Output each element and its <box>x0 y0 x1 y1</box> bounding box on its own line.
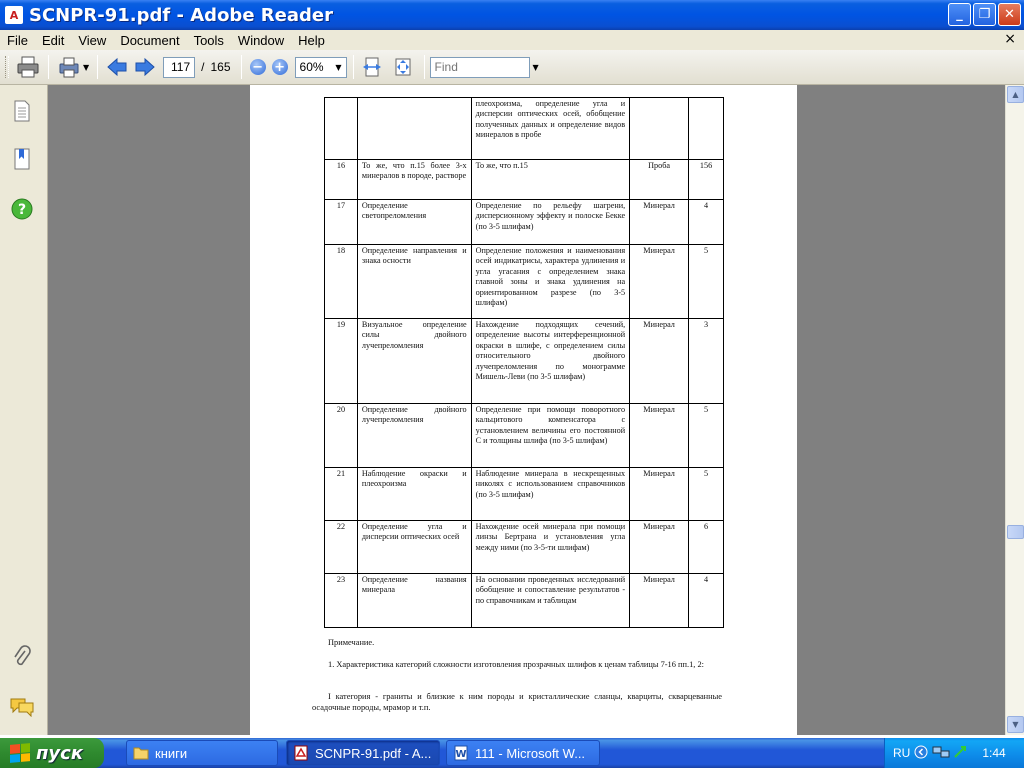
value-cell: 5 <box>689 404 724 468</box>
comments-panel-button[interactable] <box>10 695 34 719</box>
work-name-cell: Определение названия минерала <box>357 574 471 628</box>
print-button[interactable] <box>16 54 40 80</box>
taskbar-item-label: книги <box>155 745 188 761</box>
find-dropdown-icon[interactable]: ▼ <box>532 62 539 72</box>
work-name-cell: Наблюдение окраски и плеохроизма <box>357 468 471 521</box>
method-cell: Определение по рельефу шагрени, дисперсионному эффекту и полоске Бекке (по 3-5 шлифам) <box>471 200 630 245</box>
svg-text:?: ? <box>17 202 27 218</box>
zoom-out-button[interactable] <box>250 54 266 80</box>
row-number-cell: 22 <box>325 521 358 574</box>
row-number-cell <box>325 98 358 160</box>
row-number-cell: 21 <box>325 468 358 521</box>
scroll-thumb[interactable] <box>1007 525 1024 539</box>
method-cell: То же, что п.15 <box>471 160 630 200</box>
value-cell: 156 <box>689 160 724 200</box>
method-cell: Нахождение подходящих сечений, определение высоты интерференционной окраски в шлифе, с определением силы относительного двойного лучепреломления по монограмме Мишель-Леви (по 3-5 шлифам) <box>471 319 630 404</box>
scroll-down-button[interactable]: ▼ <box>1007 716 1024 733</box>
taskbar-item-label: 111 - Microsoft W... <box>475 745 586 761</box>
method-cell: Наблюдение минерала в нескрещенных николях с использованием справочников (по 3-5 шлифам) <box>471 468 630 521</box>
toolbar-separator <box>424 55 425 79</box>
menu-file[interactable]: File <box>7 32 28 48</box>
menu-document[interactable]: Document <box>120 32 180 48</box>
comments-icon <box>10 697 34 717</box>
value-cell: 3 <box>689 319 724 404</box>
menu-edit[interactable]: Edit <box>41 32 65 48</box>
work-name-cell: То же, что п.15 более 3-х минералов в породе, растворе <box>357 160 471 200</box>
minimize-button[interactable]: _ <box>948 3 971 26</box>
taskbar-item-label: SCNPR-91.pdf - A... <box>315 745 432 761</box>
zoom-out-icon: − <box>250 59 266 75</box>
unit-cell: Минерал <box>630 468 689 521</box>
work-name-cell: Определение угла и дисперсии оптических осей <box>357 521 471 574</box>
title-bar[interactable] <box>0 0 1024 30</box>
scroll-up-button[interactable]: ▲ <box>1007 86 1024 103</box>
system-tray <box>884 738 1024 768</box>
table-row <box>325 160 724 200</box>
table-row <box>325 404 724 468</box>
toolbar-separator <box>241 55 242 79</box>
network-icon[interactable] <box>932 744 950 763</box>
table-row <box>325 574 724 628</box>
menu-help[interactable]: Help <box>298 32 325 48</box>
arrow-left-icon <box>106 57 128 77</box>
fit-width-icon <box>362 57 382 77</box>
print-icon <box>16 56 40 78</box>
unit-cell: Минерал <box>630 404 689 468</box>
fit-width-button[interactable] <box>362 54 382 80</box>
unit-cell <box>630 98 689 160</box>
value-cell: 5 <box>689 468 724 521</box>
start-button[interactable] <box>0 738 104 768</box>
menu-tools[interactable]: Tools <box>193 32 224 48</box>
close-button[interactable]: ✕ <box>998 3 1021 26</box>
value-cell <box>689 98 724 160</box>
toolbar-grip[interactable] <box>5 56 9 78</box>
vertical-scrollbar[interactable] <box>1005 85 1024 735</box>
page-separator: / <box>201 60 205 74</box>
work-name-cell: Визуальное определение силы двойного лучепреломления <box>357 319 471 404</box>
safely-remove-icon[interactable] <box>952 744 968 763</box>
method-cell: На основании проведенных исследований обобщение и сопоставление результатов - по справочникам и таблицам <box>471 574 630 628</box>
fit-page-icon <box>393 57 413 77</box>
bookmarks-panel-button[interactable] <box>10 147 34 171</box>
adobe-reader-app-icon[interactable]: A <box>5 6 23 24</box>
word-document-icon <box>453 745 469 761</box>
menu-bar <box>0 30 1024 50</box>
review-dropdown-icon[interactable]: ▼ <box>83 62 90 72</box>
table-row <box>325 200 724 245</box>
language-indicator[interactable]: RU <box>893 746 911 760</box>
work-name-cell: Определение направления и знака осности <box>357 245 471 319</box>
row-number-cell: 19 <box>325 319 358 404</box>
menu-view[interactable]: View <box>78 32 107 48</box>
attachments-panel-button[interactable] <box>10 645 34 669</box>
row-number-cell: 23 <box>325 574 358 628</box>
table-row <box>325 521 724 574</box>
method-cell: Нахождение осей минерала при помощи линзы Бертрана и установления угла между ними (по 3-5-ти шлифам) <box>471 521 630 574</box>
tray-expand-icon[interactable] <box>914 745 928 762</box>
paperclip-icon <box>12 645 32 669</box>
specification-table <box>324 97 724 628</box>
pages-panel-button[interactable] <box>10 99 34 123</box>
review-button[interactable] <box>57 54 89 80</box>
zoom-in-icon: + <box>272 59 288 75</box>
row-number-cell: 17 <box>325 200 358 245</box>
folder-icon <box>133 745 149 761</box>
pdf-page <box>250 85 797 735</box>
unit-cell: Проба <box>630 160 689 200</box>
window-title: SCNPR-91.pdf - Adobe Reader <box>29 4 333 26</box>
unit-cell: Минерал <box>630 574 689 628</box>
menu-window[interactable]: Window <box>237 32 285 48</box>
clock[interactable]: 1:44 <box>982 746 1006 760</box>
value-cell: 4 <box>689 574 724 628</box>
note-paragraph-2: I категория - граниты и близкие к ним породы и кристаллические сланцы, кварциты, скварцеванные осадочные породы, мрамор и т.п. <box>312 692 722 712</box>
work-name-cell: Определение светопреломления <box>357 200 471 245</box>
row-number-cell: 18 <box>325 245 358 319</box>
navigation-pane <box>0 85 48 735</box>
table-row <box>325 468 724 521</box>
pages-icon <box>12 99 32 123</box>
page-number-input[interactable]: 117 <box>163 57 195 78</box>
note-paragraph-1: 1. Характеристика категорий сложности изготовления прозрачных шлифов к ценам таблицы 7-16 пп.1, 2: <box>328 660 704 669</box>
review-comment-icon <box>57 56 81 78</box>
table-row <box>325 319 724 404</box>
toolbar <box>0 50 1024 85</box>
zoom-dropdown-icon[interactable]: ▼ <box>335 62 342 72</box>
toolbar-separator <box>97 55 98 79</box>
bookmarks-icon <box>12 147 32 171</box>
windows-logo-icon <box>10 743 30 763</box>
row-number-cell: 16 <box>325 160 358 200</box>
zoom-in-button[interactable] <box>272 54 288 80</box>
find-input[interactable] <box>430 57 530 78</box>
value-cell: 6 <box>689 521 724 574</box>
arrow-right-icon <box>134 57 156 77</box>
taskbar-item-word[interactable] <box>446 740 600 766</box>
taskbar <box>0 738 1024 768</box>
document-view[interactable] <box>48 85 1005 735</box>
svg-text:W: W <box>455 749 467 760</box>
value-cell: 5 <box>689 245 724 319</box>
zoom-select[interactable] <box>295 57 347 78</box>
unit-cell: Минерал <box>630 200 689 245</box>
taskbar-item-adobe-reader[interactable] <box>286 740 440 766</box>
fit-page-button[interactable] <box>393 54 413 80</box>
work-name-cell: Определение двойного лучепреломления <box>357 404 471 468</box>
zoom-value: 60% <box>299 60 324 74</box>
start-label: пуск <box>36 742 84 764</box>
row-number-cell: 20 <box>325 404 358 468</box>
work-name-cell <box>357 98 471 160</box>
next-page-button[interactable] <box>134 54 156 80</box>
method-cell: Определение положения и наименования осей индикатрисы, характера удлинения и угла угасания с определением знака главной зоны и знака удлинения на ориентированном разрезе (по 3-5 шлифам) <box>471 245 630 319</box>
total-pages: 165 <box>210 60 231 74</box>
unit-cell: Минерал <box>630 245 689 319</box>
document-close-icon[interactable]: × <box>1004 31 1016 47</box>
pdf-file-icon <box>293 745 309 761</box>
unit-cell: Минерал <box>630 521 689 574</box>
method-cell: Определение при помощи поворотного кальцитового компенсатора с установлением величины его постоянной C и толщины шлифа (по 3-5 шлифам) <box>471 404 630 468</box>
note-heading: Примечание. <box>328 638 375 647</box>
taskbar-item-folder[interactable] <box>126 740 278 766</box>
toolbar-separator <box>353 55 354 79</box>
table-row <box>325 98 724 160</box>
help-icon <box>11 198 33 220</box>
table-row <box>325 245 724 319</box>
maximize-button[interactable]: ❐ <box>973 3 996 26</box>
previous-page-button[interactable] <box>106 54 128 80</box>
unit-cell: Минерал <box>630 319 689 404</box>
toolbar-separator <box>48 55 49 79</box>
method-cell: плеохроизма, определение угла и дисперсии оптических осей, обобщение полученных данных и определение видов минералов в пробе <box>471 98 630 160</box>
help-panel-button[interactable] <box>10 197 34 221</box>
value-cell: 4 <box>689 200 724 245</box>
